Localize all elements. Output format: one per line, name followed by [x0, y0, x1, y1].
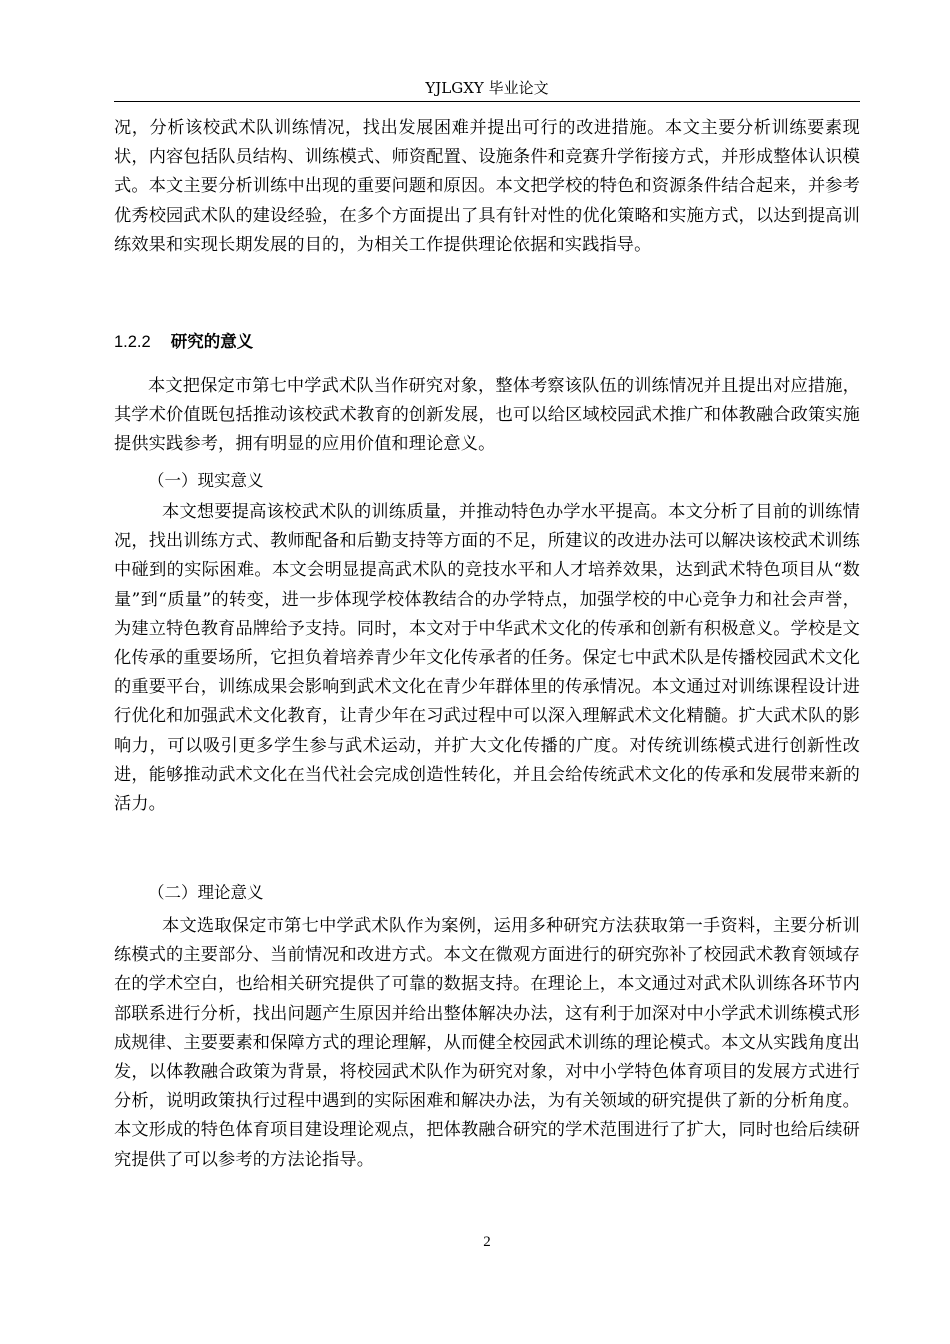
section-paragraph: 本文把保定市第七中学武术队当作研究对象，整体考察该队伍的训练情况并且提出对应措施，其学术价值既包括推动该校武术教育的创新发展，也可以给区域校园武术推广和体教融合政策实施提供实践参考，拥有明显的应用价值和理论意义。 [114, 376, 860, 455]
header-title: YJLGXY 毕业论文 [425, 79, 549, 97]
section-title: 研究的意义 [170, 332, 254, 351]
subheading-practical: （一）现实意义 [148, 471, 264, 490]
theoretical-paragraph: 本文选取保定市第七中学武术队作为案例，运用多种研究方法获取第一手资料，主要分析训练模式的主要部分、当前情况和改进方式。本文在微观方面进行的研究弥补了校园武术教育领域存在的学术空白，也给相关研究提供了可靠的数据支持。在理论上，本文通过对武术队训练各环节内部联系进行分析，找出问题产生原因并给出整体解决办法，这有利于加深对中小学武术训练模式形成规律、主要要素和保障方式的理论理解，从而健全校园武术训练的理论模式。本文从实践角度出发，以体教融合政策为背景，将校园武术队作为研究对象，对中小学特色体育项目的发展方式进行分析，说明政策执行过程中遇到的实际困难和解决办法，为有关领域的研究提供了新的分析角度。本文形成的特色体育项目建设理论观点，把体教融合研究的学术范围进行了扩大，同时也给后续研究提供了可以参考的方法论指导。 [114, 916, 860, 1170]
practical-paragraph: 本文想要提高该校武术队的训练质量，并推动特色办学水平提高。本文分析了目前的训练情况，找出训练方式、教师配备和后勤支持等方面的不足，所建议的改进办法可以解决该校武术训练中碰到的实际困难。本文会明显提高武术队的竞技水平和人才培养效果，达到武术特色项目从“数量”到“质量”的转变，进一步体现学校体教结合的办学特点，加强学校的中心竞争力和社会声誉，为建立特色教育品牌给予支持。同时，本文对于中华武术文化的传承和创新有积极意义。学校是文化传承的重要场所，它担负着培养青少年文化传承者的任务。保定七中武术队是传播校园武术文化的重要平台，训练成果会影响到武术文化在青少年群体里的传承情况。本文通过对训练课程设计进行优化和加强武术文化教育，让青少年在习武过程中可以深入理解武术文化精髓。扩大武术队的影响力，可以吸引更多学生参与武术运动，并扩大文化传播的广度。对传统训练模式进行创新性改进，能够推动武术文化在当代社会完成创造性转化，并且会给传统武术文化的传承和发展带来新的活力。 [114, 502, 860, 815]
header-divider [114, 101, 860, 102]
page-header [114, 78, 860, 102]
intro-paragraph: 况，分析该校武术队训练情况，找出发展困难并提出可行的改进措施。本文主要分析训练要素现状，内容包括队员结构、训练模式、师资配置、设施条件和竞赛升学衔接方式，并形成整体认识模式。本文主要分析训练中出现的重要问题和原因。本文把学校的特色和资源条件结合起来，并参考优秀校园武术队的建设经验，在多个方面提出了具有针对性的优化策略和实施方式，以达到提高训练效果和实现长期发展的目的，为相关工作提供理论依据和实践指导。 [114, 118, 860, 255]
page-number: 2 [483, 1234, 491, 1250]
section-heading [114, 329, 253, 355]
subheading-theoretical: （二）理论意义 [148, 883, 264, 902]
section-number: 1.2.2 [114, 333, 151, 351]
